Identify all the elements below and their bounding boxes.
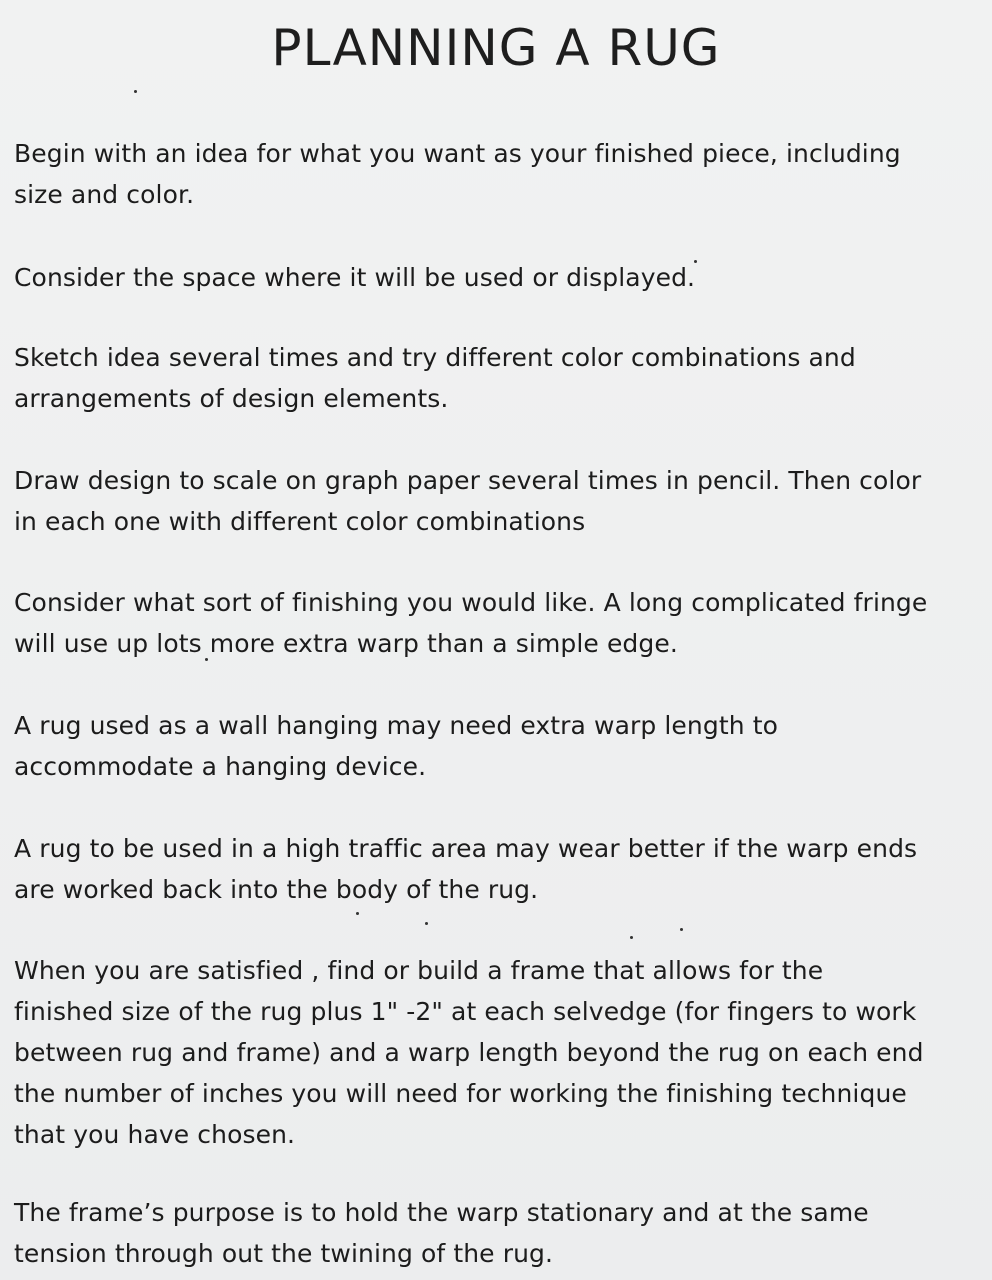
paragraph-high-traffic: A rug to be used in a high traffic area may wear better if the warp ends are worked back into the body of the rug. bbox=[14, 834, 918, 904]
page-title: PLANNING A RUG bbox=[271, 19, 721, 77]
paper-speck bbox=[680, 928, 683, 931]
paragraph-frame-purpose: The frame’s purpose is to hold the warp stationary and at the same tension through out the twining of the rug. bbox=[14, 1198, 869, 1268]
paragraph-consider-space: Consider the space where it will be used or displayed. bbox=[14, 263, 696, 292]
paragraph-draw-design: Draw design to scale on graph paper several times in pencil. Then color in each one with different color combinations bbox=[14, 466, 922, 536]
paper-speck bbox=[205, 658, 208, 661]
paragraph-sketch-idea: Sketch idea several times and try different color combinations and arrangements of design elements. bbox=[14, 343, 856, 413]
paper-speck bbox=[134, 90, 137, 93]
paragraph-finishing: Consider what sort of finishing you would like. A long complicated fringe will use up lots more extra warp than a simple edge. bbox=[14, 588, 928, 658]
paper-speck bbox=[694, 260, 697, 263]
paper-speck bbox=[356, 912, 359, 915]
paragraph-build-frame: When you are satisfied , find or build a frame that allows for the finished size of the rug plus 1" -2" at each selvedge (for fingers to work between rug and frame) and a warp length beyond the rug on each end the number of inches you will need for working the finishing technique that you have chosen. bbox=[14, 956, 924, 1149]
paper-speck bbox=[630, 936, 633, 939]
paragraph-begin-idea: Begin with an idea for what you want as your finished piece, including size and color. bbox=[14, 139, 901, 209]
paragraph-wall-hanging: A rug used as a wall hanging may need extra warp length to accommodate a hanging device. bbox=[14, 711, 779, 781]
paper-speck bbox=[425, 922, 428, 925]
